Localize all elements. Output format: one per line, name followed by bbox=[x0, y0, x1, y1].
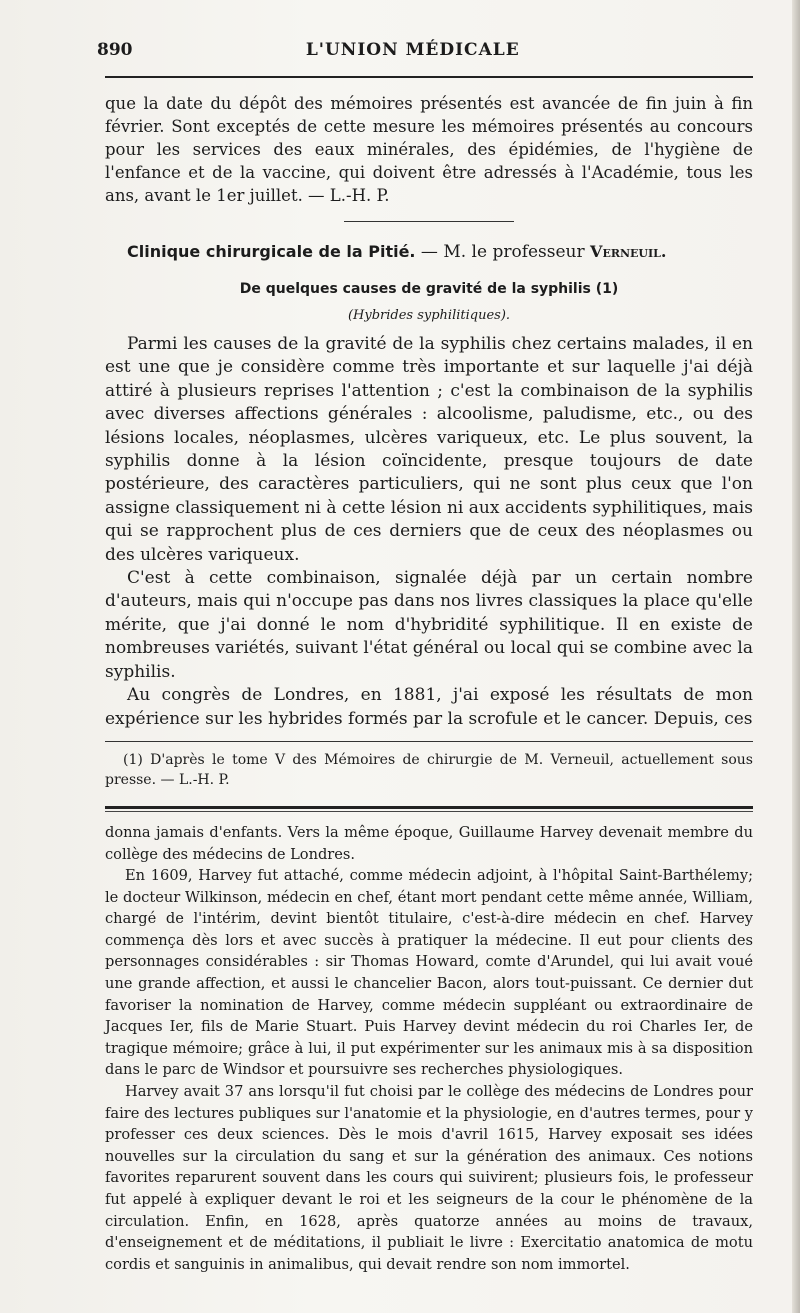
article-subtitle: (Hybrides syphilitiques). bbox=[347, 308, 511, 323]
feuilleton-paragraph-1: donna jamais d'enfants. Vers la même époque, Guillaume Harvey devenait membre du collège des médecins de Londres. bbox=[105, 823, 753, 863]
header-rule bbox=[105, 76, 753, 78]
feuilleton-rule-thin bbox=[105, 811, 753, 812]
body-paragraph-2: C'est à cette combinaison, signalée déjà par un certain nombre d'auteurs, mais qui n'occupe pas dans nos livres classiques la place qu'elle mérite, que j'ai donné le nom d'hybridité syphilitique. Il en existe de nombreuses variétés, suivant l'état général ou local qui se combine avec la syphilis. bbox=[105, 568, 753, 682]
feuilleton-rule-thick bbox=[105, 806, 753, 809]
body-paragraph-1: Parmi les causes de la gravité de la syphilis chez certains malades, il en est une que je considère comme très importante et sur laquelle j'ai déjà attiré à plusieurs reprises l'attention ; c'est la combinaison de la syphilis avec diverses affections générales : alcoolisme, paludisme, etc., ou des lésions locales, néoplasmes, ulcères variqueux, etc. Le plus souvent, la syphilis donne à la lésion coïncidente, presque toujours de date postérieure, des caractères particuliers, qui ne sont plus ceux que l'on assigne classiquement ni à cette lésion ni aux accidents syphilitiques, mais qui se rapprochent plus de ces derniers que de ceux des néoplasmes ou des ulcères variqueux. bbox=[105, 334, 753, 565]
top-paragraph: que la date du dépôt des mémoires présentés est avancée de fin juin à fin février. Sont exceptés de cette mesure les mémoires présentés au concours pour les services des eaux minérales, des épidémies, de l'hygiène de l'enfance et de la vaccine, qui doivent être adressés à l'Académie, tous les ans, avant le 1er juillet. — L.-H. P. bbox=[105, 94, 753, 205]
section-separator: — bbox=[415, 242, 444, 262]
page-edge bbox=[792, 0, 800, 1313]
section-divider bbox=[344, 221, 514, 222]
feuilleton-paragraph-2: En 1609, Harvey fut attaché, comme médecin adjoint, à l'hôpital Saint-Barthélemy; le docteur Wilkinson, médecin en chef, étant mort pendant cette même année, William, chargé de l'intérim, devint bientôt titulaire, c'est-à-dire médecin en chef. Harvey commença dès lors et avec succès à pratiquer la médecine. Il eut pour clients des personnages considérables : sir Thomas Howard, comte d'Arundel, qui lui avait voué une grande affection, et aussi le chancelier Bacon, alors tout-puissant. Ce dernier dut favoriser la nomination de Harvey, comme médecin suppléant ou extraordinaire de Jacques Ier, fils de Marie Stuart. Puis Harvey devint médecin du roi Charles Ier, de tragique mémoire; grâce à lui, il put expérimenter sur les animaux mis à sa disposition dans le parc de Windsor et poursuivre ses recherches physiologiques. bbox=[105, 867, 753, 1079]
footnote-rule bbox=[105, 741, 753, 742]
page-number: 890 bbox=[97, 40, 133, 60]
professor-name: Verneuil. bbox=[590, 242, 667, 261]
feuilleton-paragraph-3: Harvey avait 37 ans lorsqu'il fut choisi par le collège des médecins de Londres pour faire des lectures publiques sur l'anatomie et la physiologie, en d'autres termes, pour y professer ces deux sciences. Dès le mois d'avril 1615, Harvey exposait ses idées nouvelles sur la circulation du sang et sur la génération des animaux. Ces notions favorites reparurent souvent dans les cours qui suivirent; plusieurs fois, le professeur fut appelé à expliquer devant le roi et les seigneurs de la cour le phénomène de la circulation. Enfin, en 1628, après quatorze années au moins de travaux, d'enseignement et de méditations, il publiait le livre : Exercitatio anatomica de motu cordis et sanguinis in animalibus, qui devait rendre son nom immortel. bbox=[105, 1083, 753, 1273]
running-header bbox=[97, 40, 753, 70]
footnote: (1) D'après le tome V des Mémoires de chirurgie de M. Verneuil, actuellement sous presse. — L.-H. P. bbox=[105, 751, 753, 788]
section-heading-text: Clinique chirurgicale de la Pitié. bbox=[127, 242, 416, 261]
journal-title: L'UNION MÉDICALE bbox=[305, 40, 520, 60]
section-heading bbox=[127, 240, 753, 264]
body-paragraph-3: Au congrès de Londres, en 1881, j'ai exposé les résultats de mon expérience sur les hybrides formés par la scrofule et le cancer. Depuis, ces bbox=[105, 685, 753, 729]
article-title: De quelques causes de gravité de la syphilis (1) bbox=[239, 281, 619, 297]
page-content bbox=[97, 40, 753, 1275]
professor-prefix: M. le professeur bbox=[443, 242, 591, 262]
